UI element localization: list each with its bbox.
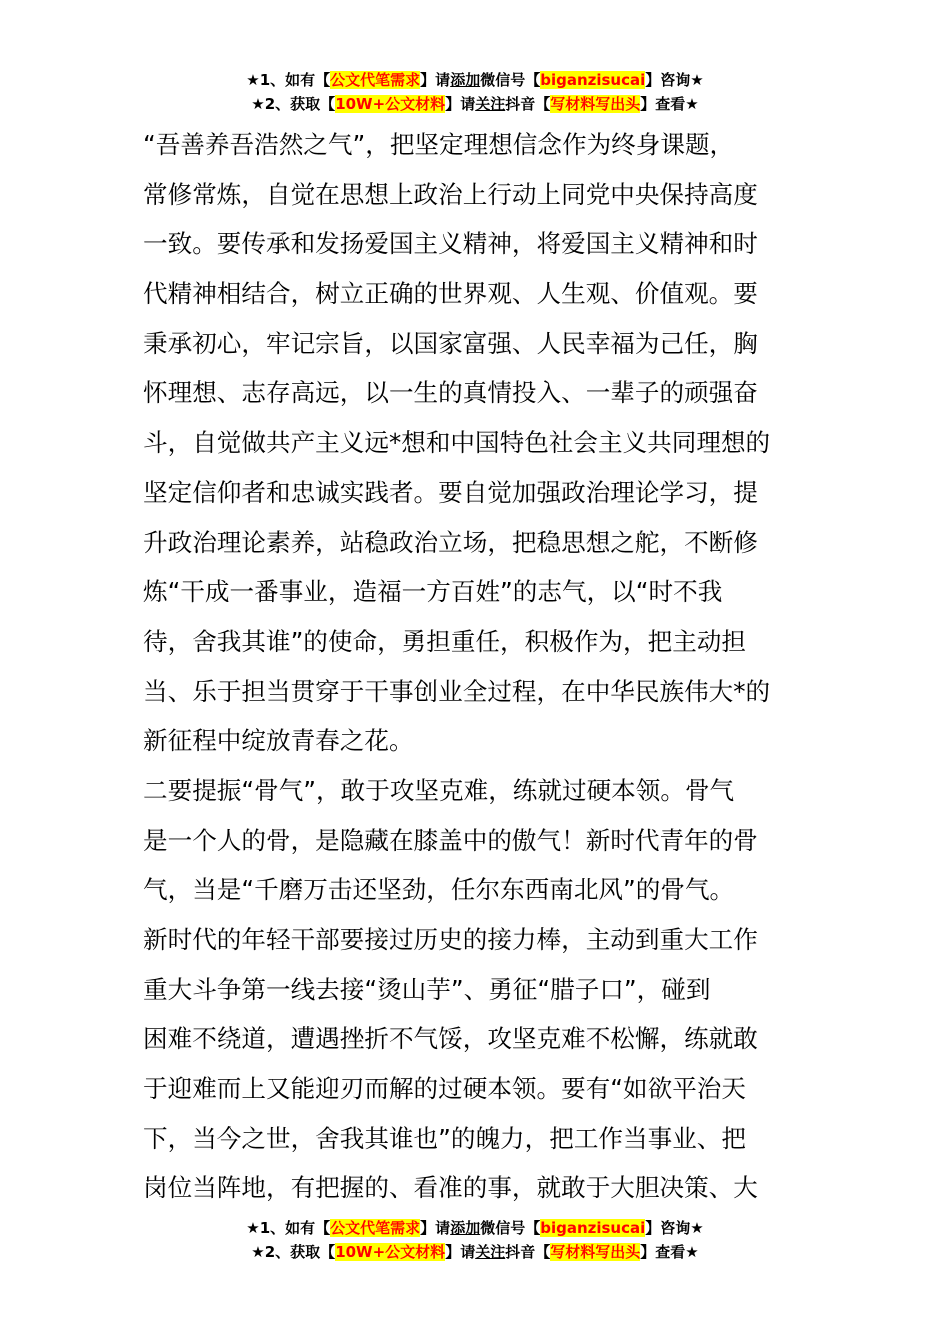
body-line: 重大斗争第一线去接“烫山芋”、勇征“腊子口”，碰到 <box>143 974 711 1004</box>
body-line: 困难不绕道，遭遇挫折不气馁，攻坚克难不松懈，练就敢 <box>143 1024 758 1054</box>
banner-text: ★1、如有【 <box>246 1219 331 1237</box>
banner-text: 】查看★ <box>640 95 699 113</box>
banner-text: 微信号【 <box>480 71 541 89</box>
body-line: 怀理想、志存高远，以一生的真情投入、一辈子的顽强奋 <box>143 378 758 408</box>
body-line: 一致。要传承和发扬爱国主义精神，将爱国主义精神和时 <box>143 229 758 259</box>
banner-highlight: 公文代笔需求 <box>330 1219 421 1237</box>
banner-text: 】请 <box>420 71 451 89</box>
banner-underlined-text: 关注 <box>475 1243 506 1261</box>
body-line: 斗，自觉做共产主义远*想和中国特色社会主义共同理想的 <box>143 428 771 458</box>
document-body <box>143 120 809 1213</box>
banner-text: 抖音【 <box>505 1243 551 1261</box>
body-line: 气，当是“千磨万击还坚劲，任尔东西南北风”的骨气。 <box>143 875 735 905</box>
banner-text: ★2、获取【 <box>251 1243 336 1261</box>
body-line: 新时代的年轻干部要接过历史的接力棒，主动到重大工作 <box>143 925 758 954</box>
banner-underlined-text: 添加 <box>450 1219 481 1237</box>
footer-banner-line-2 <box>0 1240 950 1264</box>
body-line: 坚定信仰者和忠诚实践者。要自觉加强政治理论学习，提 <box>143 477 758 507</box>
body-line: 二要提振“骨气”，敢于攻坚克难，练就过硬本领。骨气 <box>143 775 735 805</box>
banner-underlined-text: 添加 <box>450 71 481 89</box>
header-banner-line-1 <box>0 68 950 92</box>
banner-highlight: 10W+公文材料 <box>335 1243 446 1261</box>
banner-text: 】查看★ <box>640 1243 699 1261</box>
body-line: 是一个人的骨，是隐藏在膝盖中的傲气！新时代青年的骨 <box>143 825 758 855</box>
banner-text: ★1、如有【 <box>246 71 331 89</box>
banner-highlight: 10W+公文材料 <box>335 95 446 113</box>
body-line: 炼“干成一番事业，造福一方百姓”的志气，以“时不我 <box>143 577 723 607</box>
body-line: 下，当今之世，舍我其谁也”的魄力，把工作当事业、把 <box>143 1123 746 1153</box>
banner-wechat-id: biganzisucai <box>540 1219 646 1237</box>
banner-text: 】咨询★ <box>645 71 704 89</box>
body-line: 于迎难而上又能迎刃而解的过硬本领。要有“如欲平治天 <box>143 1074 746 1104</box>
banner-text: 抖音【 <box>505 95 551 113</box>
body-line: 待，舍我其谁”的使命，勇担重任，积极作为，把主动担 <box>143 626 746 656</box>
footer-banner <box>0 1216 950 1264</box>
body-line: “吾善养吾浩然之气”，把坚定理想信念作为终身课题， <box>143 130 735 159</box>
body-line: 升政治理论素养，站稳政治立场，把稳思想之舵，不断修 <box>143 527 758 557</box>
banner-text: 】咨询★ <box>645 1219 704 1237</box>
body-line: 常修常炼，自觉在思想上政治上行动上同党中央保持高度 <box>143 179 758 209</box>
banner-douyin-id: 写材料写出头 <box>550 95 641 113</box>
body-line: 岗位当阵地，有把握的、看准的事，就敢于大胆决策、大 <box>143 1173 758 1203</box>
body-line: 当、乐于担当贯穿于干事创业全过程，在中华民族伟大*的 <box>143 676 771 706</box>
banner-text: 】请 <box>445 1243 476 1261</box>
body-line: 新征程中绽放青春之花。 <box>143 726 414 756</box>
banner-text: ★2、获取【 <box>251 95 336 113</box>
banner-underlined-text: 关注 <box>475 95 506 113</box>
header-banner <box>0 68 950 116</box>
banner-highlight: 公文代笔需求 <box>330 71 421 89</box>
footer-banner-line-1 <box>0 1216 950 1240</box>
banner-wechat-id: biganzisucai <box>540 71 646 89</box>
banner-text: 】请 <box>445 95 476 113</box>
banner-text: 】请 <box>420 1219 451 1237</box>
header-banner-line-2 <box>0 92 950 116</box>
banner-text: 微信号【 <box>480 1219 541 1237</box>
body-line: 代精神相结合，树立正确的世界观、人生观、价值观。要 <box>143 279 758 309</box>
body-line: 秉承初心，牢记宗旨，以国家富强、人民幸福为己任，胸 <box>143 328 758 358</box>
banner-douyin-id: 写材料写出头 <box>550 1243 641 1261</box>
